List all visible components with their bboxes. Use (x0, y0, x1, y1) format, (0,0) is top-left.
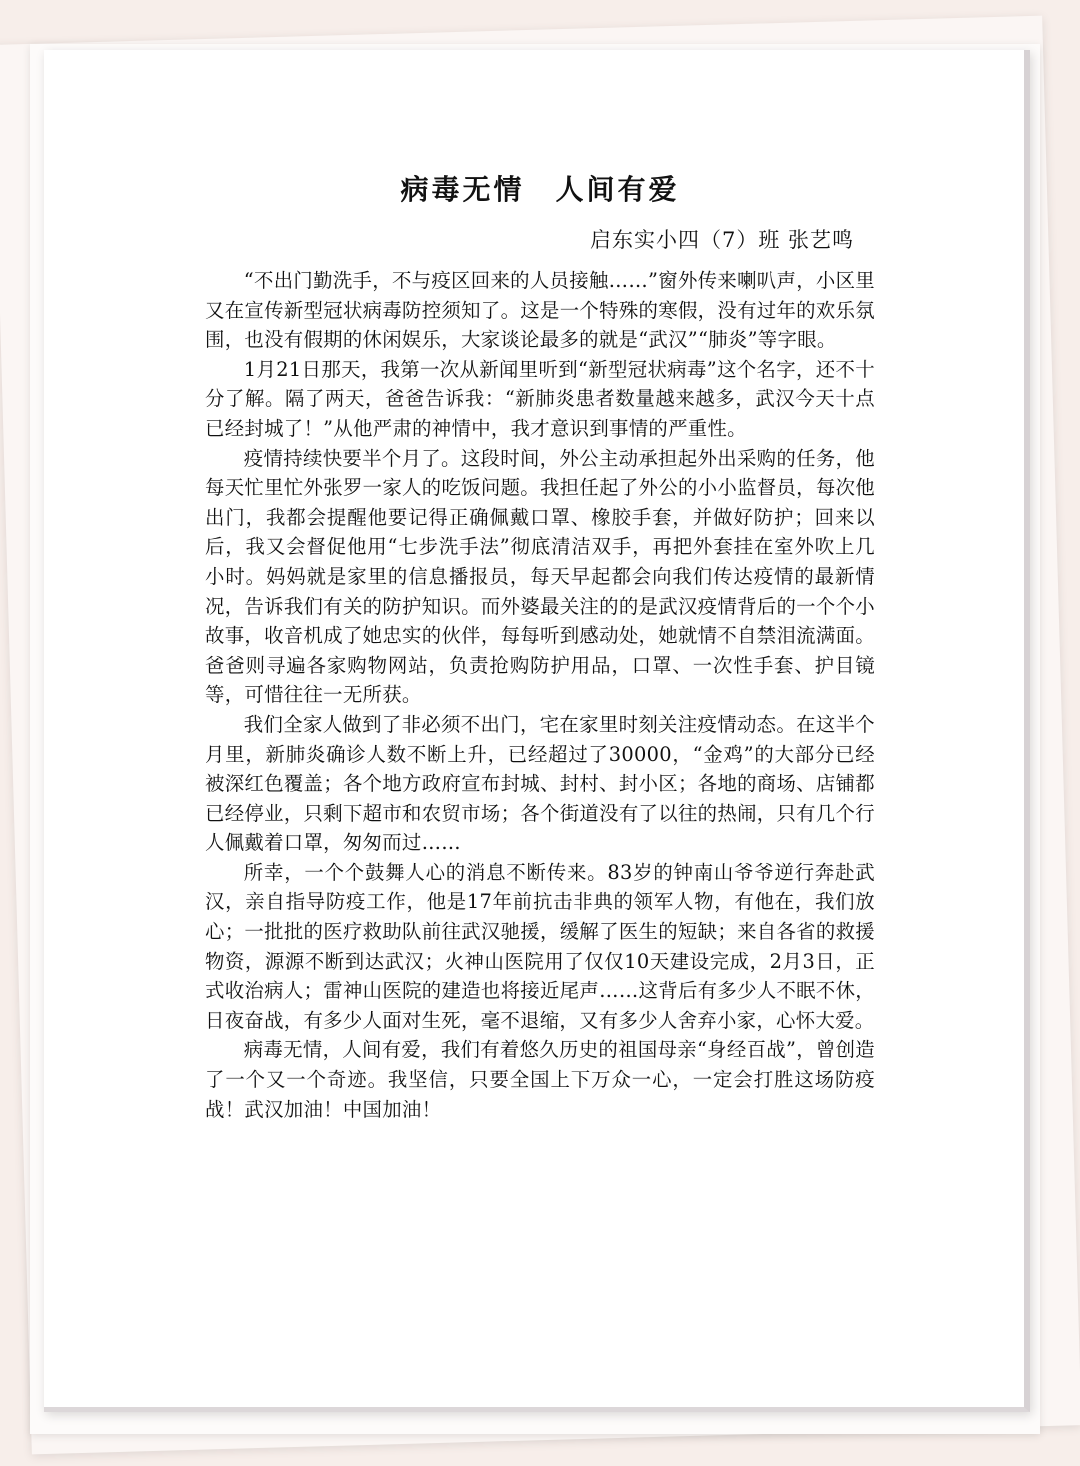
paragraph: “不出门勤洗手，不与疫区回来的人员接触……”窗外传来喇叭声，小区里又在宣传新型冠状病毒防控须知了。这是一个特殊的寒假，没有过年的欢乐氛围，也没有假期的休闲娱乐，大家谈论最多的就是“武汉”“肺炎”等字眼。 (205, 269, 875, 352)
paragraph: 我们全家人做到了非必须不出门，宅在家里时刻关注疫情动态。在这半个月里，新肺炎确诊人数不断上升，已经超过了30000，“金鸡”的大部分已经被深红色覆盖；各个地方政府宣布封城、封村、封小区；各地的商场、店铺都已经停业，只剩下超市和农贸市场；各个街道没有了以往的热闹，只有几个行人佩戴着口罩，匆匆而过…… (205, 712, 875, 855)
essay-title: 病毒无情 人间有爱 (400, 173, 680, 206)
essay-author: 启东实小四（7）班 张艺鸣 (590, 228, 855, 252)
paragraph: 所幸，一个个鼓舞人心的消息不断传来。83岁的钟南山爷爷逆行奔赴武汉，亲自指导防疫工作，他是17年前抗击非典的领军人物，有他在，我们放心；一批批的医疗救助队前往武汉驰援，缓解了医生的短缺；来自各省的救援物资，源源不断到达武汉；火神山医院用了仅仅10天建设完成，2月3日，正式收治病人；雷神山医院的建造也将接近尾声……这背后有多少人不眠不休，日夜奋战，有多少人面对生死，毫不退缩，又有多少人舍弃小家，心怀大爱。 (205, 860, 875, 1032)
paragraph: 1月21日那天，我第一次从新闻里听到“新型冠状病毒”这个名字，还不十分了解。隔了两天，爸爸告诉我：“新肺炎患者数量越来越多，武汉今天十点已经封城了！”从他严肃的神情中，我才意识到事情的严重性。 (205, 357, 875, 440)
essay-body (205, 266, 875, 1124)
paragraph: 病毒无情，人间有爱，我们有着悠久历史的祖国母亲“身经百战”，曾创造了一个又一个奇迹。我坚信，只要全国上下万众一心，一定会打胜这场防疫战！武汉加油！中国加油！ (205, 1038, 875, 1121)
paragraph: 疫情持续快要半个月了。这段时间，外公主动承担起外出采购的任务，他每天忙里忙外张罗一家人的吃饭问题。我担任起了外公的小小监督员，每次他出门，我都会提醒他要记得正确佩戴口罩、橡胶手套，并做好防护；回来以后，我又会督促他用“七步洗手法”彻底清洁双手，再把外套挂在室外吹上几小时。妈妈就是家里的信息播报员，每天早起都会向我们传达疫情的最新情况，告诉我们有关的防护知识。而外婆最关注的的是武汉疫情背后的一个个小故事，收音机成了她忠实的伙伴，每每听到感动处，她就情不自禁泪流满面。爸爸则寻遍各家购物网站，负责抢购防护用品，口罩、一次性手套、护目镜等，可惜往往一无所获。 (205, 446, 875, 707)
